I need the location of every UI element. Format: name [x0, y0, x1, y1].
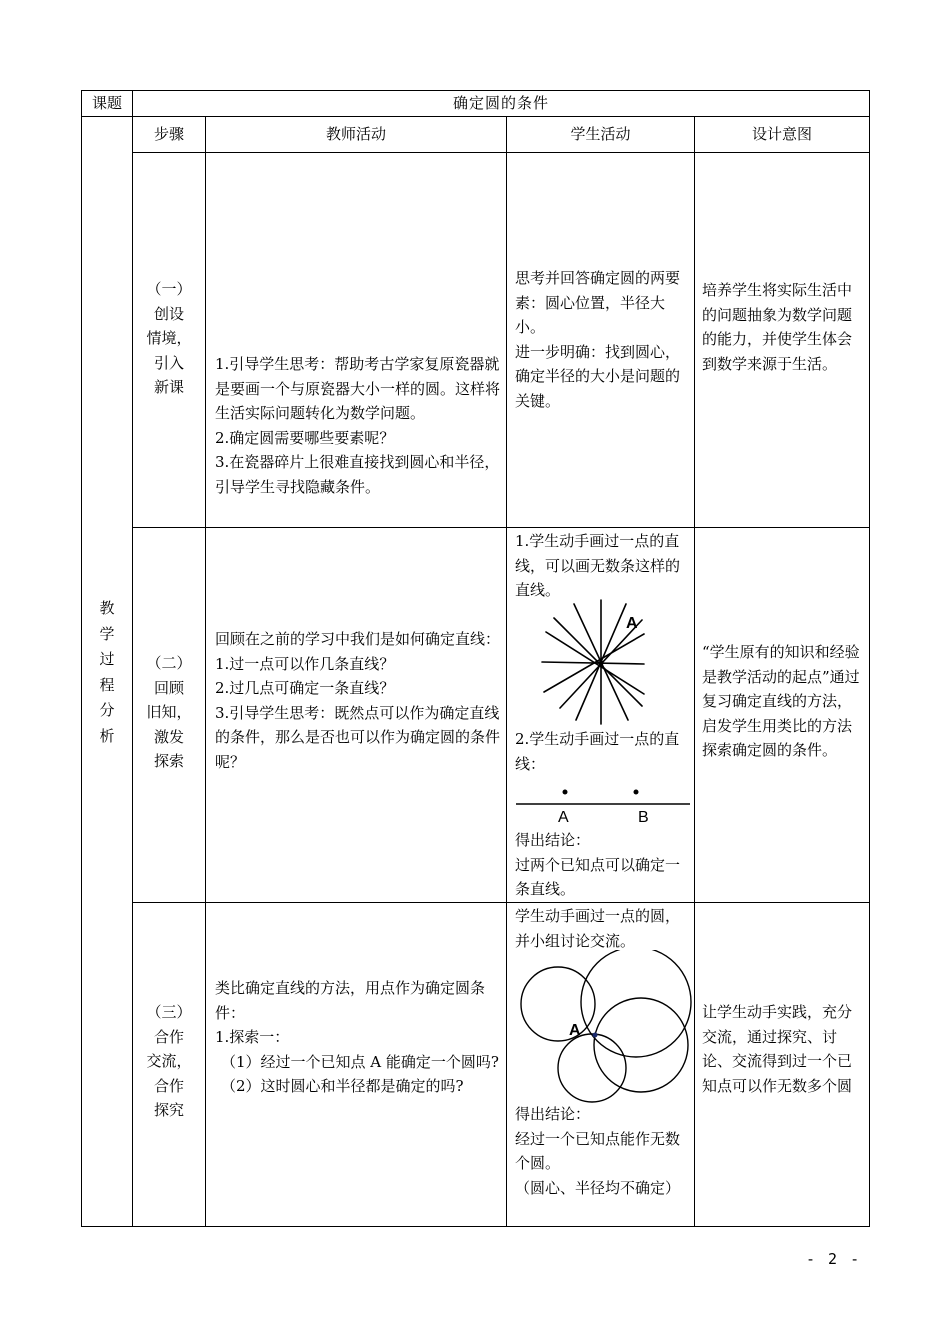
- col-teacher-header: 教师活动: [325, 125, 386, 144]
- circle-through-a: [521, 967, 595, 1041]
- circles-through-point-figure: [514, 950, 694, 1110]
- teacher-line: 回顾在之前的学习中我们是如何确定直线：: [215, 630, 501, 648]
- row1-step: [133, 277, 205, 400]
- row3-intent: 让学生动手实践，充分交流，通过探究、讨论、交流得到过一个已知点可以作无数多个圆: [702, 1003, 853, 1095]
- step-line: 创设: [153, 304, 184, 323]
- page-number: - 2 -: [806, 1250, 862, 1268]
- circle-through-a: [558, 1034, 626, 1102]
- point-a-dot: [593, 1033, 598, 1038]
- line-through-two-points-figure: [514, 780, 694, 828]
- conclusion-label: 得出结论：: [515, 1105, 591, 1123]
- step-line: 合作: [153, 1076, 184, 1095]
- step-line: （一）: [146, 280, 192, 298]
- conclusion-label: 得出结论：: [515, 831, 591, 849]
- side-char: 学: [99, 624, 115, 643]
- row2-student-mid: 2.学生动手画过一点的直线：: [515, 730, 680, 773]
- teacher-item: （2）这时圆心和半径都是确定的吗?: [221, 1077, 464, 1095]
- col-step-header: 步骤: [153, 125, 184, 144]
- side-char: 程: [99, 675, 115, 694]
- student-line: 进一步明确：找到圆心，确定半径的大小是问题的关键。: [515, 342, 681, 410]
- side-label: [82, 596, 132, 749]
- side-char: 析: [99, 726, 115, 745]
- step-line: （二）: [146, 654, 192, 672]
- teacher-line: 1.探索一：: [215, 1028, 290, 1046]
- circle-through-a: [581, 950, 691, 1057]
- side-char: 教: [99, 599, 115, 617]
- point-a-dot: [599, 661, 604, 666]
- step-line: （三）: [146, 1003, 192, 1021]
- row3-teacher: [215, 976, 501, 1099]
- row3-step: [133, 1000, 205, 1123]
- conclusion-note: （圆心、半径均不确定）: [515, 1178, 681, 1197]
- circle-through-a: [594, 998, 688, 1092]
- row3-student-conclusion: [515, 1102, 689, 1200]
- col-student-header: 学生活动: [570, 125, 631, 144]
- teacher-line: 3.引导学生思考：既然点可以作为确定直线的条件，那么是否也可以作为确定圆的条件呢？: [215, 703, 501, 771]
- student-line: 思考并回答确定圆的两要素：圆心位置，半径大小。: [515, 269, 681, 336]
- row2-step: [133, 651, 205, 774]
- step-line: 探索: [153, 752, 184, 770]
- col-intent-header: 设计意图: [751, 125, 812, 144]
- teacher-item: （1）经过一个已知点 A 能确定一个圆吗?: [221, 1052, 499, 1071]
- topic-label: 课题: [91, 94, 122, 113]
- row2-teacher: [215, 627, 501, 774]
- step-line: 回顾: [153, 678, 184, 697]
- teacher-line: 1.引导学生思考：帮助考古学家复原瓷器就是要画一个与原瓷器大小一样的圆。这样将生活实际问题转化为数学问题。: [215, 355, 501, 422]
- point-a-label: A: [569, 1022, 581, 1039]
- side-char: 过: [99, 650, 115, 668]
- step-line: 合作: [153, 1027, 184, 1046]
- row2-student-conclusion: [515, 828, 689, 902]
- point-a-label: A: [626, 615, 638, 632]
- teacher-line: 类比确定直线的方法，用点作为确定圆条件：: [215, 979, 486, 1022]
- point-b-label: B: [638, 809, 649, 826]
- conclusion-text: 过两个已知点可以确定一条直线。: [515, 855, 681, 898]
- teacher-line: 1.过一点可以作几条直线？: [215, 654, 395, 673]
- row1-intent: 培养学生将实际生活中的问题抽象为数学问题的能力，并使学生体会到数学来源于生活。: [702, 281, 853, 373]
- row1-teacher: [215, 352, 501, 499]
- step-line: 交流，: [146, 1052, 192, 1070]
- side-char: 分: [99, 701, 115, 719]
- point-a-dot: [563, 790, 568, 795]
- row1-student: [515, 266, 689, 413]
- step-line: 新课: [153, 378, 184, 396]
- step-line: 情境，: [146, 329, 192, 347]
- row2-student-top: 1.学生动手画过一点的直线，可以画无数条这样的直线。: [515, 532, 681, 599]
- conclusion-text: 经过一个已知点能作无数个圆。: [515, 1129, 681, 1172]
- step-line: 激发: [153, 727, 184, 746]
- row3-student-top: 学生动手画过一点的圆，并小组讨论交流。: [515, 907, 681, 950]
- row2-intent: “学生原有的知识和经验是教学活动的起点”通过复习确定直线的方法，启发学生用类比的方法探索确定圆的条件。: [702, 643, 860, 759]
- point-b-dot: [634, 790, 639, 795]
- lesson-table: [81, 90, 870, 1227]
- teacher-line: 2.确定圆需要哪些要素呢？: [215, 428, 395, 447]
- teacher-line: 3.在瓷器碎片上很难直接找到圆心和半径，引导学生寻找隐藏条件。: [215, 453, 500, 496]
- step-line: 引入: [153, 353, 184, 372]
- teacher-line: 2.过几点可确定一条直线？: [215, 679, 395, 697]
- step-line: 旧知，: [146, 703, 192, 721]
- point-a-label: A: [558, 809, 569, 826]
- topic-title: 确定圆的条件: [452, 94, 549, 113]
- step-line: 探究: [153, 1101, 184, 1119]
- lines-through-point-figure: [534, 598, 646, 728]
